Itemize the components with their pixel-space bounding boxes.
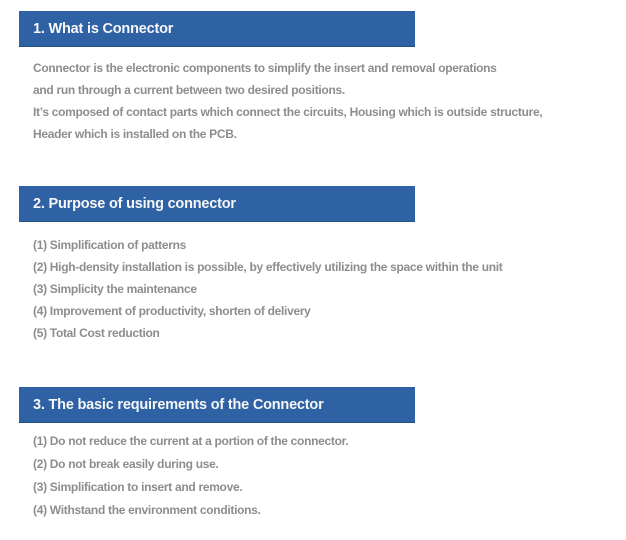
section-1-body (33, 57, 618, 145)
section-2-list-item: (1) Simplification of patterns (33, 238, 187, 252)
section-2-title: 2. Purpose of using connector (33, 196, 236, 212)
section-2-list-item: (4) Improvement of productivity, shorten of delivery (33, 304, 311, 318)
section-1-line: and run through a current between two desired positions. (33, 83, 345, 97)
section-2-body (33, 234, 618, 344)
section-2-list-item: (2) High-density installation is possible, by effectively utilizing the space within the unit (33, 260, 503, 274)
section-3-header (19, 387, 415, 423)
section-2-list-item: (3) Simplicity the maintenance (33, 282, 197, 296)
section-3-body (33, 430, 618, 522)
section-2-list-item: (5) Total Cost reduction (33, 326, 160, 340)
section-2-header (19, 186, 415, 222)
section-1-line: Connector is the electronic components to simplify the insert and removal operations (33, 61, 497, 75)
section-3-list-item: (3) Simplification to insert and remove. (33, 480, 243, 494)
section-3-list-item: (2) Do not break easily during use. (33, 457, 219, 471)
section-1-title: 1. What is Connector (33, 21, 174, 37)
section-1-header (19, 11, 415, 47)
section-3-list-item: (4) Withstand the environment conditions. (33, 503, 261, 517)
section-3-title: 3. The basic requirements of the Connector (33, 397, 324, 413)
section-1-line: Header which is installed on the PCB. (33, 127, 237, 141)
section-1-line: It’s composed of contact parts which connect the circuits, Housing which is outside structure, (33, 105, 543, 119)
section-3-list-item: (1) Do not reduce the current at a portion of the connector. (33, 434, 349, 448)
